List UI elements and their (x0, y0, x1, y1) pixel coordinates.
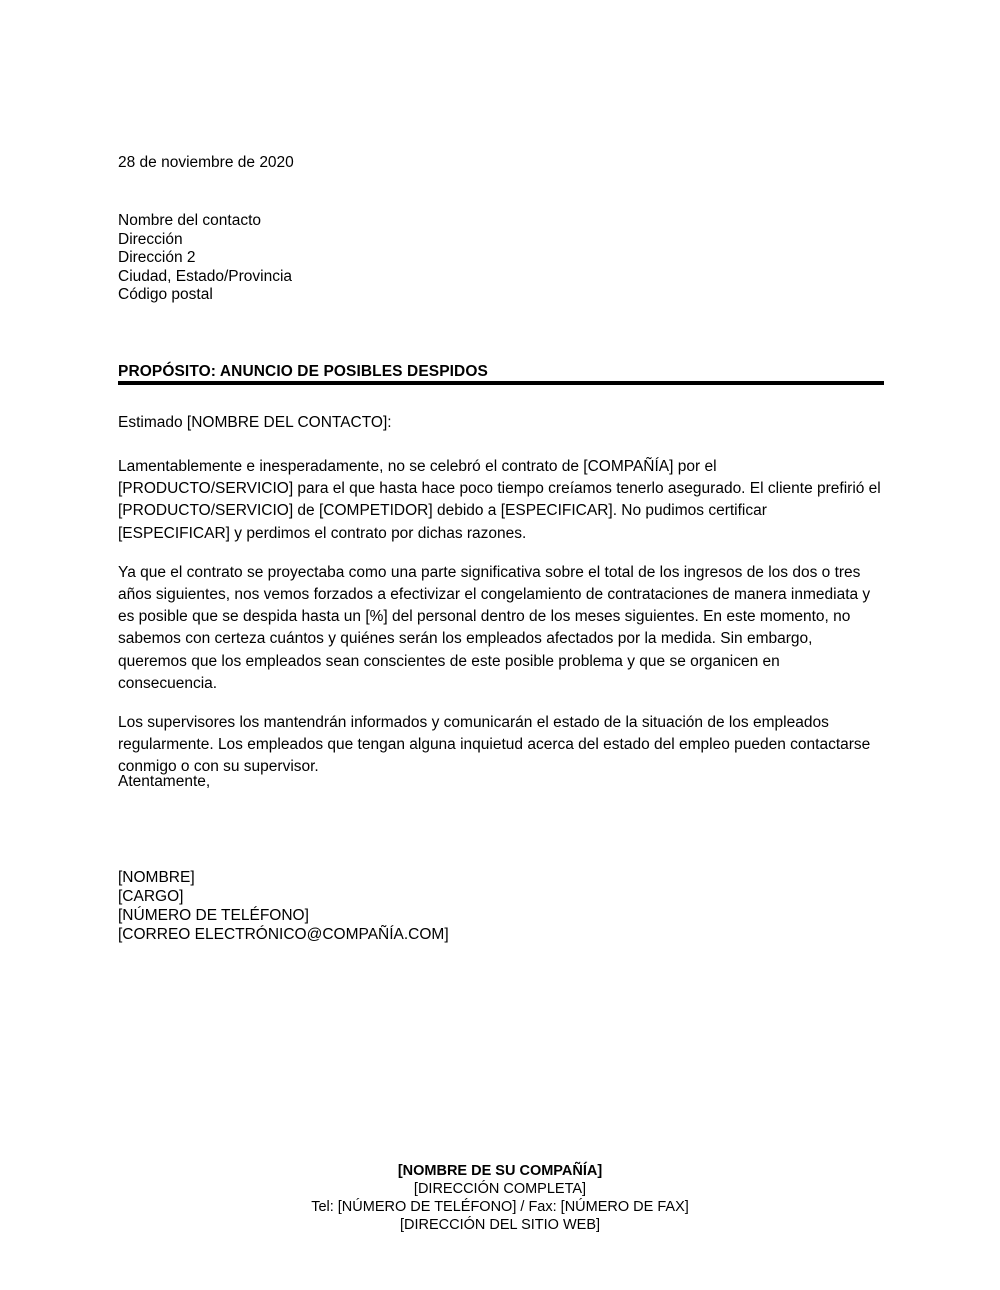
footer-phone-fax: Tel: [NÚMERO DE TELÉFONO] / Fax: [NÚMERO DE FAX] (311, 1199, 689, 1215)
recipient-line-name: Nombre del contacto (118, 212, 262, 229)
signature-block (118, 868, 449, 944)
body-paragraph-2: Ya que el contrato se proyectaba como una parte significativa sobre el total de los ingresos de los dos o tres años siguientes, nos vemos forzados a efectivizar el congelamiento de contrataciones de manera inmediata y es posible que se despida hasta un [%] del personal dentro de los meses siguientes. En este momento, no sabemos con certeza cuántos y quiénes serán los empleados afectados por la medida. Sin embargo, queremos que los empleados sean conscientes de este posible problema y que se organicen en consecuencia. (118, 563, 871, 692)
recipient-line-city-state: Ciudad, Estado/Provincia (118, 267, 293, 285)
recipient-line-postal-code: Código postal (118, 286, 213, 303)
body-paragraph-3: Los supervisores los mantendrán informados y comunicarán el estado de la situación de los empleados regularmente. Los empleados que tengan alguna inquietud acerca del estado del empleo pueden contactarse conmigo o con su supervisor. (118, 714, 871, 776)
subject-divider-rule (118, 381, 884, 385)
signature-line-title: [CARGO] (118, 888, 184, 905)
recipient-line-address1: Dirección (118, 230, 183, 248)
signature-line-name: [NOMBRE] (118, 869, 195, 886)
signature-line-email: [CORREO ELECTRÓNICO@COMPAÑÍA.COM] (118, 926, 449, 943)
footer-website: [DIRECCIÓN DEL SITIO WEB] (399, 1217, 601, 1233)
signature-line-phone: [NÚMERO DE TELÉFONO] (118, 907, 309, 924)
body-paragraph-1: Lamentablemente e inesperadamente, no se celebró el contrato de [COMPAÑÍA] por el [PRODUCTO/SERVICIO] para el que hasta hace poco tiempo creíamos tenerlo asegurado. El cliente prefirió el [PRODUCTO/SERVICIO] de [COMPETIDOR] debido a [ESPECIFICAR]. No pudimos certificar [ESPECIFICAR] y perdimos el contrato por dichas razones. (118, 458, 881, 542)
recipient-line-address2: Dirección 2 (118, 249, 196, 266)
footer-company-name: [NOMBRE DE SU COMPAÑÍA] (397, 1163, 603, 1179)
footer-address: [DIRECCIÓN COMPLETA] (413, 1181, 587, 1197)
closing-salutation: Atentamente, (118, 773, 211, 790)
recipient-address-block (118, 212, 292, 305)
letter-date: 28 de noviembre de 2020 (118, 154, 294, 171)
subject-heading: PROPÓSITO: ANUNCIO DE POSIBLES DESPIDOS (118, 363, 488, 380)
salutation: Estimado [NOMBRE DEL CONTACTO]: (118, 414, 392, 431)
page-footer (0, 1162, 1000, 1234)
letter-body (118, 456, 882, 779)
